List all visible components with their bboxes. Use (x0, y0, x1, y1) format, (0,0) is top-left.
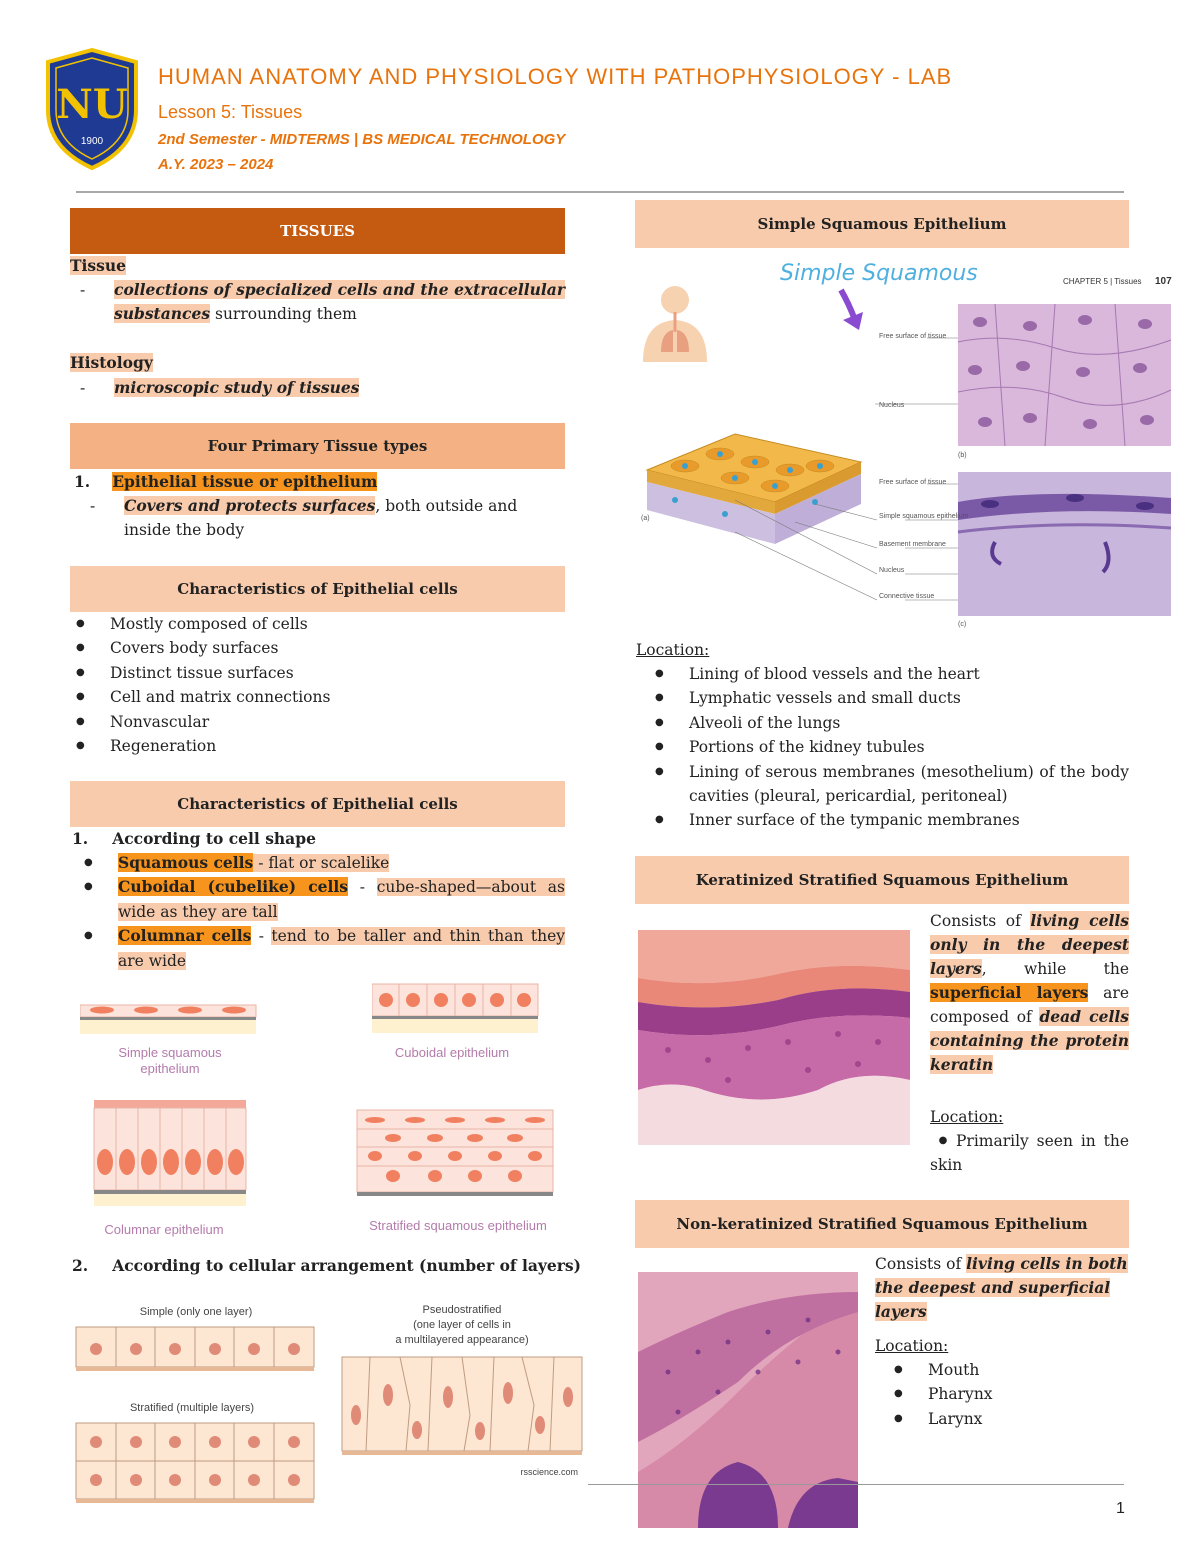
list-item: ● Larynx (888, 1407, 1128, 1431)
fig-label-pseudo-2: (one layer of cells in (413, 1319, 511, 1331)
list-item: ● Mouth (888, 1358, 1128, 1382)
panel-c-label: (c) (958, 621, 967, 628)
keratinized-description: Consists of living cells only in the deepest layers, while the superficial layers are composed of dead cells containing the protein keratin (930, 911, 1129, 1074)
list-item: ● Lining of serous membranes (mesothelium) of the body cavities (pleural, pericardial, peritoneal) (649, 760, 1129, 809)
keratinized-micrograph (638, 930, 910, 1145)
list-item: ● Portions of the kidney tubules (649, 735, 1129, 759)
header-divider (76, 191, 1124, 193)
characteristics-list (70, 612, 565, 758)
fig-label-pseudo-3: a multilayered appearance) (395, 1334, 529, 1346)
epithelial-description: - Covers and protects surfaces, both outside and inside the body (90, 496, 518, 539)
fig-label-pseudo-1: Pseudostratified (422, 1304, 502, 1316)
label-basement-membrane: Basement membrane (879, 541, 946, 548)
panel-a-label: (a) (641, 515, 650, 522)
cell-arrangement-figure (70, 1285, 585, 1510)
panel-b-label: (b) (958, 452, 967, 459)
footer-divider (588, 1484, 1124, 1485)
characteristics-header-2: Characteristics of Epithelial cells (70, 781, 565, 827)
list-item: ● Inner surface of the tympanic membranes (649, 808, 1129, 832)
label-free-surface-2: Free surface of tissue (879, 479, 947, 486)
characteristics-header-1: Characteristics of Epithelial cells (70, 566, 565, 612)
list-item: ● Cell and matrix connections (70, 685, 565, 709)
tissues-header: TISSUES (70, 208, 565, 254)
shape-title: 1. According to cell shape (72, 829, 316, 848)
semester-line: 2nd Semester - MIDTERMS | BS MEDICAL TECHNOLOGY (158, 131, 566, 148)
nkss-location-label: Location: (875, 1337, 949, 1355)
non-keratinized-header: Non-keratinized Stratified Squamous Epithelium (635, 1200, 1129, 1248)
label-free-surface-1: Free surface of tissue (879, 333, 947, 340)
stratified-squamous-figure (355, 1108, 555, 1208)
cell-shape-list (78, 851, 565, 973)
list-item: ● Alveoli of the lungs (649, 711, 1129, 735)
list-item: ● Columnar cells - tend to be taller and thin than they are wide (78, 924, 565, 973)
chapter-label: CHAPTER 5 | Tissues (1063, 277, 1142, 286)
list-item: ● Distinct tissue surfaces (70, 661, 565, 685)
list-item: ● Nonvascular (70, 710, 565, 734)
list-item: ● Covers body surfaces (70, 636, 565, 660)
ss-location-label: Location: (636, 641, 710, 659)
lungs-icon (643, 286, 707, 362)
university-logo (42, 48, 142, 170)
caption-stratified-squamous: Stratified squamous epithelium (369, 1218, 547, 1233)
keratinized-header: Keratinized Stratified Squamous Epithelium (635, 856, 1129, 904)
caption-cuboidal: Cuboidal epithelium (394, 1045, 510, 1060)
non-keratinized-micrograph (638, 1272, 858, 1528)
four-types-header: Four Primary Tissue types (70, 423, 565, 469)
columnar-figure (90, 1100, 255, 1210)
list-item: ● Lining of blood vessels and the heart (649, 662, 1129, 686)
fig-credit: rsscience.com (520, 1467, 578, 1477)
label-nucleus-2: Nucleus (879, 567, 905, 574)
list-item: ● Squamous cells - flat or scalelike (78, 851, 565, 875)
list-item: ● Cuboidal (cubelike) cells - cube-shaped—about as wide as they are tall (78, 875, 565, 924)
cuboidal-figure (372, 980, 542, 1040)
page-number: 1 (1116, 1500, 1125, 1517)
label-nucleus-1: Nucleus (879, 402, 905, 409)
course-title: HUMAN ANATOMY AND PHYSIOLOGY WITH PATHOPHYSIOLOGY - LAB (158, 64, 953, 89)
epithelial-title: 1. Epithelial tissue or epithelium (74, 472, 378, 491)
list-item: ● Mostly composed of cells (70, 612, 565, 636)
fig-label-stratified: Stratified (multiple layers) (129, 1402, 255, 1414)
kss-location: ● Primarily seen in the skin (930, 1132, 1129, 1174)
simple-squamous-diagram (635, 252, 1180, 632)
lesson-title: Lesson 5: Tissues (158, 102, 303, 122)
histology-definition: - microscopic study of tissues (80, 378, 360, 397)
simple-squamous-header: Simple Squamous Epithelium (635, 200, 1129, 248)
list-item: ● Pharynx (888, 1382, 1128, 1406)
caption-simple-squamous: Simple squamous epithelium (118, 1045, 222, 1076)
fig-label-simple: Simple (only one layer) (139, 1306, 253, 1318)
caption-columnar: Columnar epithelium (104, 1222, 224, 1237)
kss-location-label: Location: (930, 1108, 1004, 1126)
handwritten-note: Simple Squamous (780, 261, 978, 286)
logo-year: 1900 (80, 136, 104, 147)
tissue-term: Tissue (70, 256, 127, 275)
list-item: ● Regeneration (70, 734, 565, 758)
ss-location-list (649, 662, 1129, 833)
label-connective-tissue: Connective tissue (879, 593, 935, 600)
simple-squamous-figure (80, 995, 260, 1040)
chapter-page: 107 (1155, 276, 1172, 287)
label-simple-squamous: Simple squamous epithelium (879, 513, 969, 520)
histology-term: Histology (70, 353, 153, 372)
nkss-location-list (888, 1358, 1128, 1431)
academic-year: A.Y. 2023 – 2024 (158, 156, 274, 173)
non-keratinized-description: Consists of living cells in both the deepest and superficial layers (875, 1254, 1128, 1321)
list-item: ● Lymphatic vessels and small ducts (649, 686, 1129, 710)
tissue-definition: - collections of specialized cells and the extracellular substances surrounding them (80, 280, 565, 323)
arrangement-title: 2. According to cellular arrangement (number of layers) (72, 1256, 581, 1275)
svg-text:NU: NU (56, 81, 128, 128)
